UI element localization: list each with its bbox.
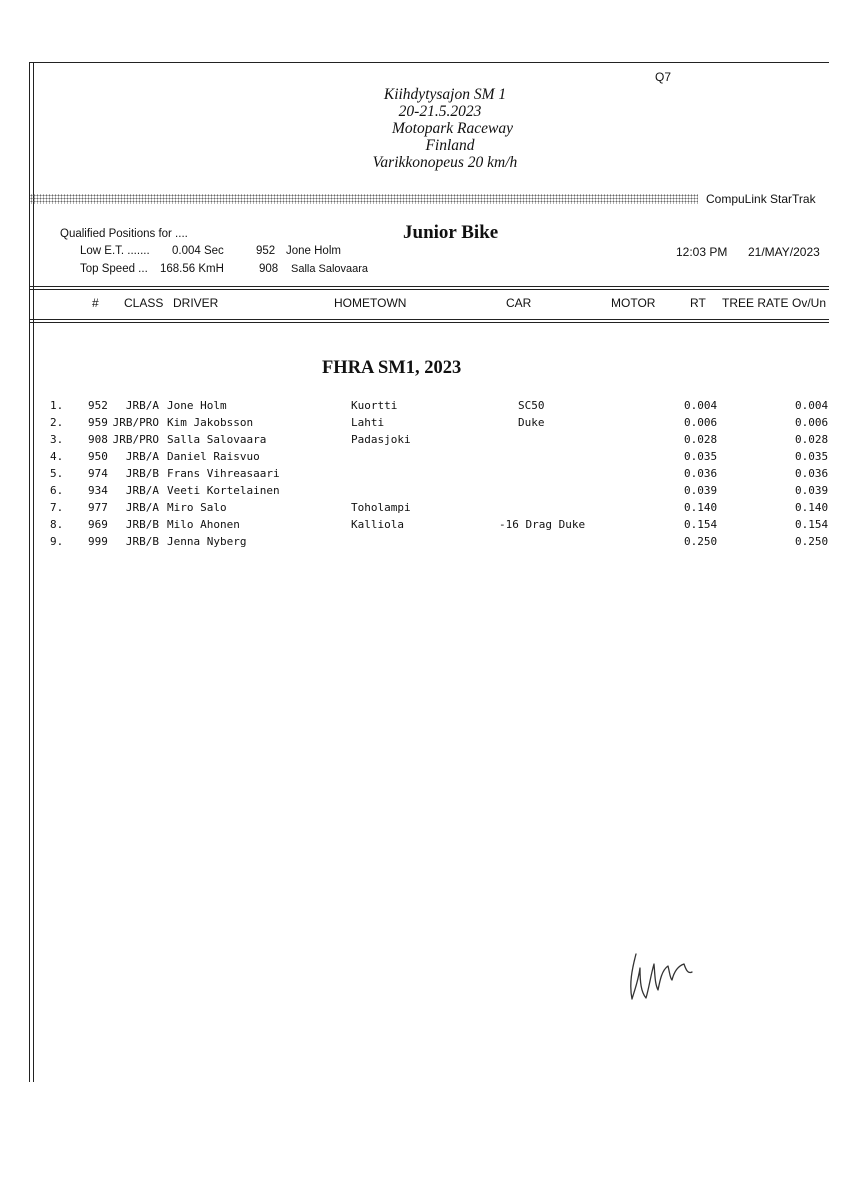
row-driver: Frans Vihreasaari (167, 467, 280, 480)
event-title-block (340, 86, 570, 171)
row-ovun: 0.036 (795, 467, 829, 480)
row-rt: 0.028 (684, 433, 718, 446)
row-class: JRB/B (125, 467, 159, 480)
row-position: 4. (50, 450, 64, 463)
columns-divider-1 (29, 319, 829, 320)
row-ovun: 0.140 (795, 501, 829, 514)
col-car: CAR (506, 296, 532, 310)
print-date: 21/MAY/2023 (748, 245, 820, 259)
row-rt: 0.154 (684, 518, 718, 531)
section-title: FHRA SM1, 2023 (322, 358, 462, 378)
col-tree-rate: TREE RATE (722, 296, 789, 310)
col-motor: MOTOR (611, 296, 656, 310)
row-class: JRB/B (125, 535, 159, 548)
row-position: 8. (50, 518, 64, 531)
row-rt: 0.004 (684, 399, 718, 412)
system-label: CompuLink StarTrak (706, 192, 816, 206)
table-row (0, 501, 848, 518)
row-hometown: Toholampi (351, 501, 411, 514)
row-number: 908 (88, 433, 108, 446)
row-driver: Jenna Nyberg (167, 535, 247, 548)
row-position: 3. (50, 433, 64, 446)
top-border (29, 62, 829, 63)
col-class: CLASS (124, 296, 164, 310)
row-rt: 0.140 (684, 501, 718, 514)
row-class: JRB/A (125, 399, 159, 412)
top-speed-number: 908 (259, 263, 279, 275)
table-row (0, 416, 848, 433)
row-position: 6. (50, 484, 64, 497)
row-car: SC50 (518, 399, 545, 412)
row-number: 934 (88, 484, 108, 497)
row-car: -16 Drag Duke (499, 518, 586, 531)
row-driver: Milo Ahonen (167, 518, 240, 531)
row-ovun: 0.006 (795, 416, 829, 429)
event-pit-speed: Varikkonopeus 20 km/h (372, 154, 518, 171)
row-ovun: 0.154 (795, 518, 829, 531)
table-row (0, 467, 848, 484)
row-hometown: Padasjoki (351, 433, 411, 446)
col-driver: DRIVER (173, 296, 219, 310)
row-driver: Jone Holm (167, 399, 227, 412)
row-class: JRB/PRO (112, 433, 159, 446)
row-rt: 0.006 (684, 416, 718, 429)
left-border-inner (33, 62, 34, 1082)
signature (622, 944, 702, 1006)
row-ovun: 0.028 (795, 433, 829, 446)
top-speed-label: Top Speed ... (80, 263, 148, 275)
row-driver: Kim Jakobsson (167, 416, 254, 429)
event-venue: Motopark Raceway (392, 120, 513, 137)
print-time: 12:03 PM (676, 245, 728, 259)
row-ovun: 0.035 (795, 450, 829, 463)
row-number: 977 (88, 501, 108, 514)
table-row (0, 433, 848, 450)
col-rt: RT (690, 296, 706, 310)
row-hometown: Lahti (351, 416, 385, 429)
row-rt: 0.039 (684, 484, 718, 497)
row-hometown: Kalliola (351, 518, 404, 531)
top-speed-driver: Salla Salovaara (291, 263, 369, 275)
row-position: 1. (50, 399, 64, 412)
row-position: 7. (50, 501, 64, 514)
row-position: 5. (50, 467, 64, 480)
left-border (29, 62, 30, 1082)
col-ovun: Ov/Un (792, 296, 827, 310)
row-number: 969 (88, 518, 108, 531)
table-row (0, 399, 848, 416)
row-class: JRB/A (125, 484, 159, 497)
qualified-label: Qualified Positions for .... (60, 228, 188, 240)
row-driver: Veeti Kortelainen (167, 484, 280, 497)
low-et-number: 952 (256, 245, 276, 257)
table-row (0, 484, 848, 501)
row-number: 974 (88, 467, 108, 480)
row-position: 9. (50, 535, 64, 548)
table-row (0, 450, 848, 467)
row-number: 999 (88, 535, 108, 548)
columns-divider-2 (29, 322, 829, 323)
low-et-label: Low E.T. ....... (80, 245, 150, 257)
row-number: 952 (88, 399, 108, 412)
row-class: JRB/B (125, 518, 159, 531)
row-hometown: Kuortti (351, 399, 398, 412)
row-rt: 0.036 (684, 467, 718, 480)
row-position: 2. (50, 416, 64, 429)
low-et-value: 0.004 Sec (172, 245, 224, 257)
sheet-code: Q7 (655, 70, 672, 84)
dotted-separator (30, 194, 698, 204)
row-driver: Miro Salo (167, 501, 227, 514)
event-dates: 20-21.5.2023 (398, 103, 482, 120)
low-et-driver: Jone Holm (286, 245, 341, 257)
row-driver: Daniel Raisvuo (167, 450, 260, 463)
event-country: Finland (425, 137, 475, 154)
row-class: JRB/PRO (112, 416, 159, 429)
row-ovun: 0.039 (795, 484, 829, 497)
row-driver: Salla Salovaara (167, 433, 267, 446)
col-hometown: HOMETOWN (334, 296, 407, 310)
row-ovun: 0.004 (795, 399, 829, 412)
row-rt: 0.250 (684, 535, 718, 548)
header-divider-2 (29, 289, 829, 290)
event-name: Kiihdytysajon SM 1 (383, 86, 507, 103)
row-class: JRB/A (125, 501, 159, 514)
row-number: 959 (88, 416, 108, 429)
header-divider-1 (29, 286, 829, 287)
row-car: Duke (518, 416, 545, 429)
col-num: # (92, 296, 99, 310)
top-speed-value: 168.56 KmH (160, 263, 224, 275)
row-class: JRB/A (125, 450, 159, 463)
class-title: Junior Bike (403, 222, 499, 243)
row-number: 950 (88, 450, 108, 463)
table-row (0, 518, 848, 535)
row-ovun: 0.250 (795, 535, 829, 548)
row-rt: 0.035 (684, 450, 718, 463)
table-row (0, 535, 848, 552)
